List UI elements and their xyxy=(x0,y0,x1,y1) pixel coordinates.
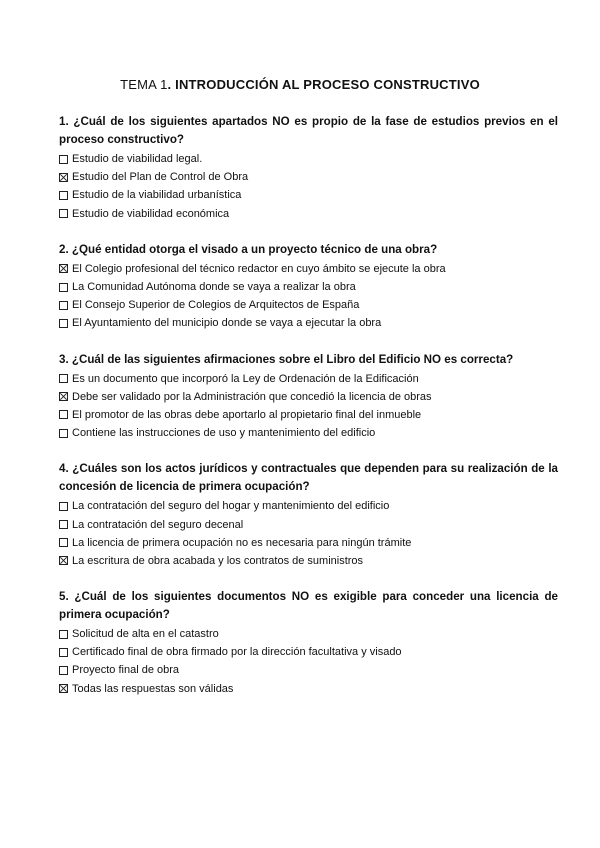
answer-option[interactable] xyxy=(59,625,558,643)
answer-option[interactable] xyxy=(59,314,558,332)
answer-option[interactable] xyxy=(59,278,558,296)
question-text: 5. ¿Cuál de los siguientes documentos NO es exigible para conceder una licencia de primera ocupación? xyxy=(59,590,558,621)
answer-option[interactable] xyxy=(59,661,558,679)
checkbox-empty-icon[interactable] xyxy=(59,648,68,657)
answer-option-label: Contiene las instrucciones de uso y mantenimiento del edificio xyxy=(72,427,376,440)
answer-option-label: El Consejo Superior de Colegios de Arquitectos de España xyxy=(72,299,360,312)
answer-option-label: Estudio de viabilidad económica xyxy=(72,207,230,220)
checkbox-checked-icon[interactable] xyxy=(59,392,68,401)
answer-option-label: Estudio de la viabilidad urbanística xyxy=(72,189,242,202)
checkbox-empty-icon[interactable] xyxy=(59,520,68,529)
checkbox-empty-icon[interactable] xyxy=(59,209,68,218)
answer-option[interactable] xyxy=(59,260,558,278)
checkbox-empty-icon[interactable] xyxy=(59,155,68,164)
answer-option-label: Debe ser validado por la Administración que concedió la licencia de obras xyxy=(72,390,432,403)
checkbox-empty-icon[interactable] xyxy=(59,429,68,438)
title-lead: TEMA 1 xyxy=(120,77,168,92)
checkbox-empty-icon[interactable] xyxy=(59,191,68,200)
answer-option-label: El Colegio profesional del técnico redactor en cuyo ámbito se ejecute la obra xyxy=(72,262,446,275)
answer-option-label: Es un documento que incorporó la Ley de Ordenación de la Edificación xyxy=(72,372,419,385)
checkbox-empty-icon[interactable] xyxy=(59,538,68,547)
question-text: 1. ¿Cuál de los siguientes apartados NO es propio de la fase de estudios previos en el proceso constructivo? xyxy=(59,115,558,146)
checkbox-checked-icon[interactable] xyxy=(59,264,68,273)
answer-option-label: La escritura de obra acabada y los contratos de suministros xyxy=(72,554,364,567)
checkbox-empty-icon[interactable] xyxy=(59,630,68,639)
question-text: 4. ¿Cuáles son los actos jurídicos y contractuales que dependen para su realización de la concesión de licencia de primera ocupación? xyxy=(59,462,558,494)
checkbox-checked-icon[interactable] xyxy=(59,684,68,693)
answer-option-label: La contratación del seguro decenal xyxy=(72,518,244,531)
checkbox-empty-icon[interactable] xyxy=(59,301,68,310)
answer-option[interactable] xyxy=(59,552,558,570)
answer-option-label: El promotor de las obras debe aportarlo al propietario final del inmueble xyxy=(72,408,422,421)
answer-option-label: Todas las respuestas son válidas xyxy=(72,682,234,695)
answer-option-label: El Ayuntamiento del municipio donde se vaya a ejecutar la obra xyxy=(72,317,382,330)
checkbox-checked-icon[interactable] xyxy=(59,173,68,182)
question-2 xyxy=(59,241,558,333)
checkbox-empty-icon[interactable] xyxy=(59,666,68,675)
checkbox-checked-icon[interactable] xyxy=(59,556,68,565)
answer-option[interactable] xyxy=(59,406,558,424)
answer-option[interactable] xyxy=(59,186,558,204)
answer-option[interactable] xyxy=(59,296,558,314)
title-main: . INTRODUCCIÓN AL PROCESO CONSTRUCTIVO xyxy=(167,77,480,92)
answer-option-label: Certificado final de obra firmado por la dirección facultativa y visado xyxy=(72,646,402,659)
answer-option-label: Estudio de viabilidad legal. xyxy=(72,153,203,166)
answer-option[interactable] xyxy=(59,168,558,186)
answer-option[interactable] xyxy=(59,534,558,552)
question-3 xyxy=(59,351,558,443)
page-title xyxy=(0,77,600,92)
question-5 xyxy=(59,588,558,698)
checkbox-empty-icon[interactable] xyxy=(59,319,68,328)
checkbox-empty-icon[interactable] xyxy=(59,283,68,292)
question-text: 3. ¿Cuál de las siguientes afirmaciones sobre el Libro del Edificio NO es correcta? xyxy=(59,352,514,366)
answer-option[interactable] xyxy=(59,680,558,698)
answer-option-label: La licencia de primera ocupación no es necesaria para ningún trámite xyxy=(72,536,412,549)
question-4 xyxy=(59,460,558,570)
answer-option[interactable] xyxy=(59,515,558,533)
answer-option[interactable] xyxy=(59,150,558,168)
answer-option-label: Estudio del Plan de Control de Obra xyxy=(72,171,249,184)
answer-option-label: La Comunidad Autónoma donde se vaya a realizar la obra xyxy=(72,281,356,294)
answer-option[interactable] xyxy=(59,388,558,406)
answer-option[interactable] xyxy=(59,424,558,442)
checkbox-empty-icon[interactable] xyxy=(59,410,68,419)
question-1 xyxy=(59,113,558,223)
answer-option[interactable] xyxy=(59,370,558,388)
answer-option[interactable] xyxy=(59,643,558,661)
answer-option[interactable] xyxy=(59,497,558,515)
question-list xyxy=(59,113,558,716)
question-text: 2. ¿Qué entidad otorga el visado a un proyecto técnico de una obra? xyxy=(59,242,438,256)
answer-option-label: La contratación del seguro del hogar y mantenimiento del edificio xyxy=(72,500,390,513)
checkbox-empty-icon[interactable] xyxy=(59,374,68,383)
checkbox-empty-icon[interactable] xyxy=(59,502,68,511)
answer-option-label: Proyecto final de obra xyxy=(72,664,180,677)
answer-option-label: Solicitud de alta en el catastro xyxy=(72,628,219,641)
answer-option[interactable] xyxy=(59,205,558,223)
